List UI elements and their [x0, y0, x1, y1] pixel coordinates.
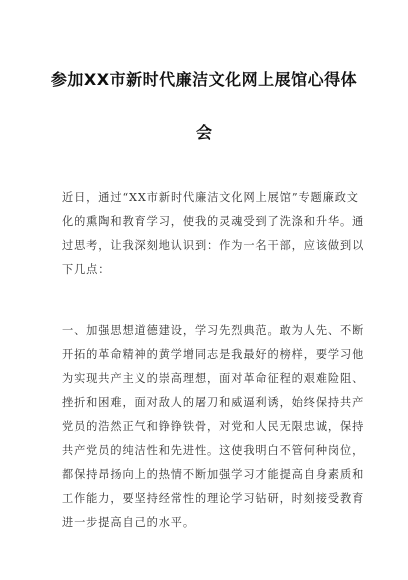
paragraph-line: 都保持昂扬向上的热情不断加强学习才能提高自身素质和 — [62, 468, 365, 481]
paragraph-line: 工作能力，要坚持经常性的理论学习钻研，时刻接受教育 — [62, 492, 365, 505]
document-title: 参加XX市新时代廉洁文化网上展馆心得体 — [50, 70, 358, 89]
paragraph-line: 化的熏陶和教育学习，使我的灵魂受到了洗涤和升华。通 — [62, 215, 365, 228]
paragraph-line: 下几点： — [62, 263, 111, 276]
paragraph-line: 开拓的革命精神的黄学增同志是我最好的榜样，要学习他 — [62, 348, 365, 361]
paragraph-line: 过思考，让我深刻地认识到：作为一名干部，应该做到以 — [62, 239, 365, 252]
paragraph-line: 近日，通过“XX市新时代廉洁文化网上展馆”专题廉政文 — [62, 191, 359, 204]
paragraph-point-one — [62, 319, 365, 535]
paragraph-line: 党员的浩然正气和铮铮铁骨，对党和人民无限忠诚，保持 — [62, 420, 365, 433]
paragraph-line: 进一步提高自己的水平。 — [62, 516, 195, 529]
paragraph-intro — [62, 186, 365, 282]
paragraph-line: 挫折和困难，面对敌人的屠刀和威逼利诱，始终保持共产 — [62, 396, 365, 409]
paragraph-line: 一、加强思想道德建设，学习先烈典范。敢为人先、不断 — [62, 324, 365, 337]
document-title-continuation: 会 — [195, 123, 212, 142]
paragraph-line: 为实现共产主义的崇高理想，面对革命征程的艰难险阻、 — [62, 372, 365, 385]
paragraph-line: 共产党员的纯洁性和先进性。这使我明白不管何种岗位， — [62, 444, 365, 457]
